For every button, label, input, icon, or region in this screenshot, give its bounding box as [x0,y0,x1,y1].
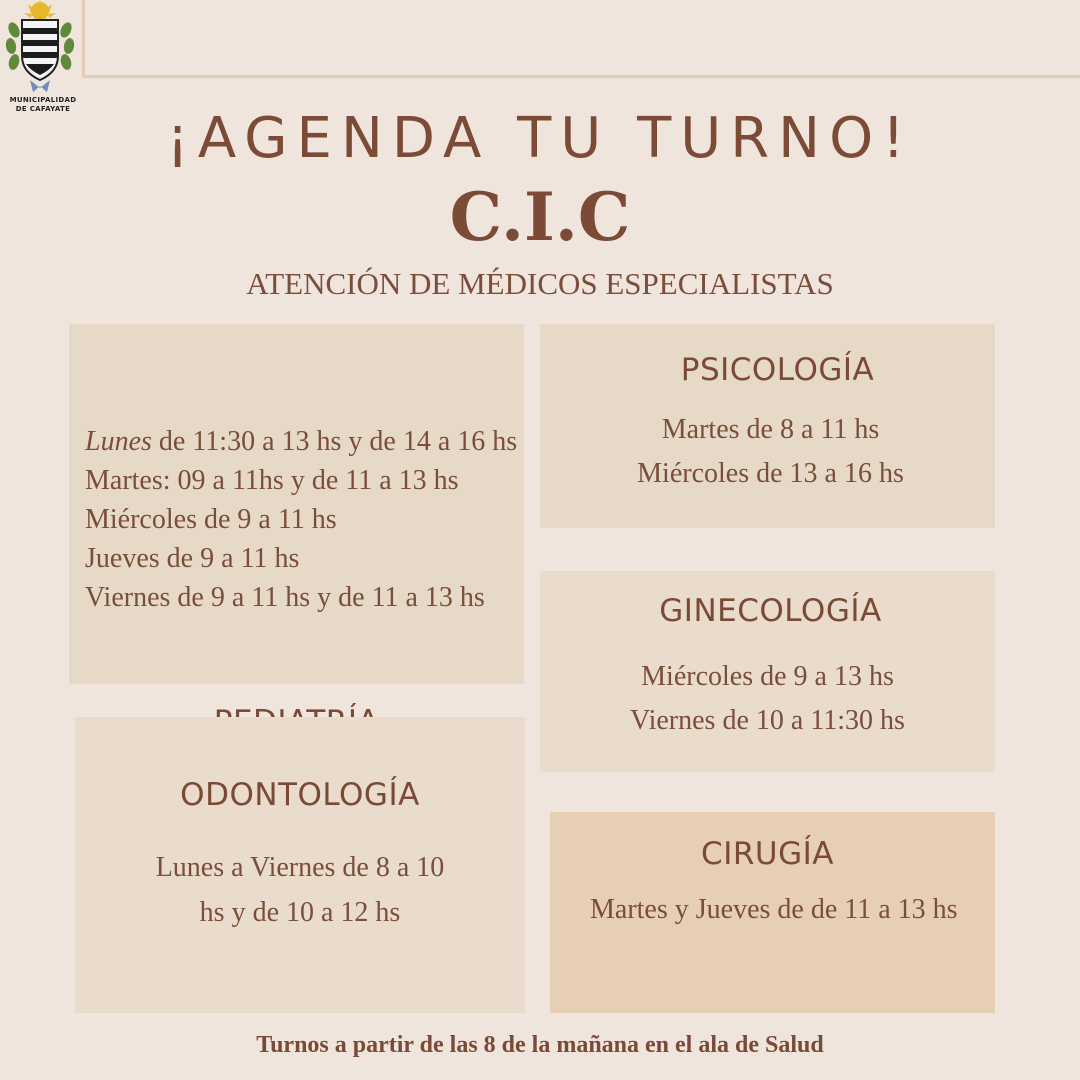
page-subtitle: ATENCIÓN DE MÉDICOS ESPECIALISTAS [246,266,834,301]
schedule-line [85,422,517,461]
logo-caption-line-2: DE CAFAYATE [15,105,71,113]
schedule-line: Miércoles de 9 a 11 hs [85,504,337,535]
schedule-odontologia [75,845,525,935]
card-odontologia [75,717,525,1013]
card-title-psicologia: PSICOLOGÍA [680,352,875,388]
schedule-ginecologia [540,655,995,743]
card-cirugia [550,812,995,1013]
schedule-psicologia [540,408,995,496]
card-title-ginecologia: GINECOLOGÍA [659,593,882,629]
schedule-line: Martes: 09 a 11hs y de 11 a 13 hs [85,465,459,496]
schedule-line: Miércoles de 9 a 13 hs [641,661,894,692]
schedule-line: Lunes a Viernes de 8 a 10 [155,852,445,883]
schedule-pediatria [85,422,517,617]
schedule-cirugia [590,888,958,932]
cic-heading: C.I.C [449,178,631,256]
card-title-odontologia: ODONTOLOGÍA [180,777,420,813]
schedule-line: hs y de 10 a 12 hs [199,897,401,928]
card-ginecologia [540,571,995,772]
card-pediatria [69,324,524,684]
schedule-line: Viernes de 10 a 11:30 hs [630,705,905,736]
schedule-line: Martes de 8 a 11 hs [661,414,880,445]
page-title: ¡AGENDA TU TURNO! [166,106,914,171]
municipal-logo [0,0,86,118]
schedule-line: Viernes de 9 a 11 hs y de 11 a 13 hs [85,582,485,613]
decorative-frame-line [82,0,1080,78]
schedule-line: Miércoles de 13 a 16 hs [637,458,904,489]
schedule-line: Jueves de 9 a 11 hs [85,543,300,574]
card-psicologia [540,324,995,528]
schedule-line: Martes y Jueves de de 11 a 13 hs [590,894,958,925]
schedule-day: Lunes [85,426,152,457]
schedule-text: de 11:30 a 13 hs y de 14 a 16 hs [151,426,518,457]
logo-caption-line-1: MUNICIPALIDAD [9,96,77,104]
footer-note: Turnos a partir de las 8 de la mañana en el ala de Salud [256,1032,824,1058]
card-title-cirugia: CIRUGÍA [701,836,834,872]
coat-of-arms-icon [0,0,86,96]
